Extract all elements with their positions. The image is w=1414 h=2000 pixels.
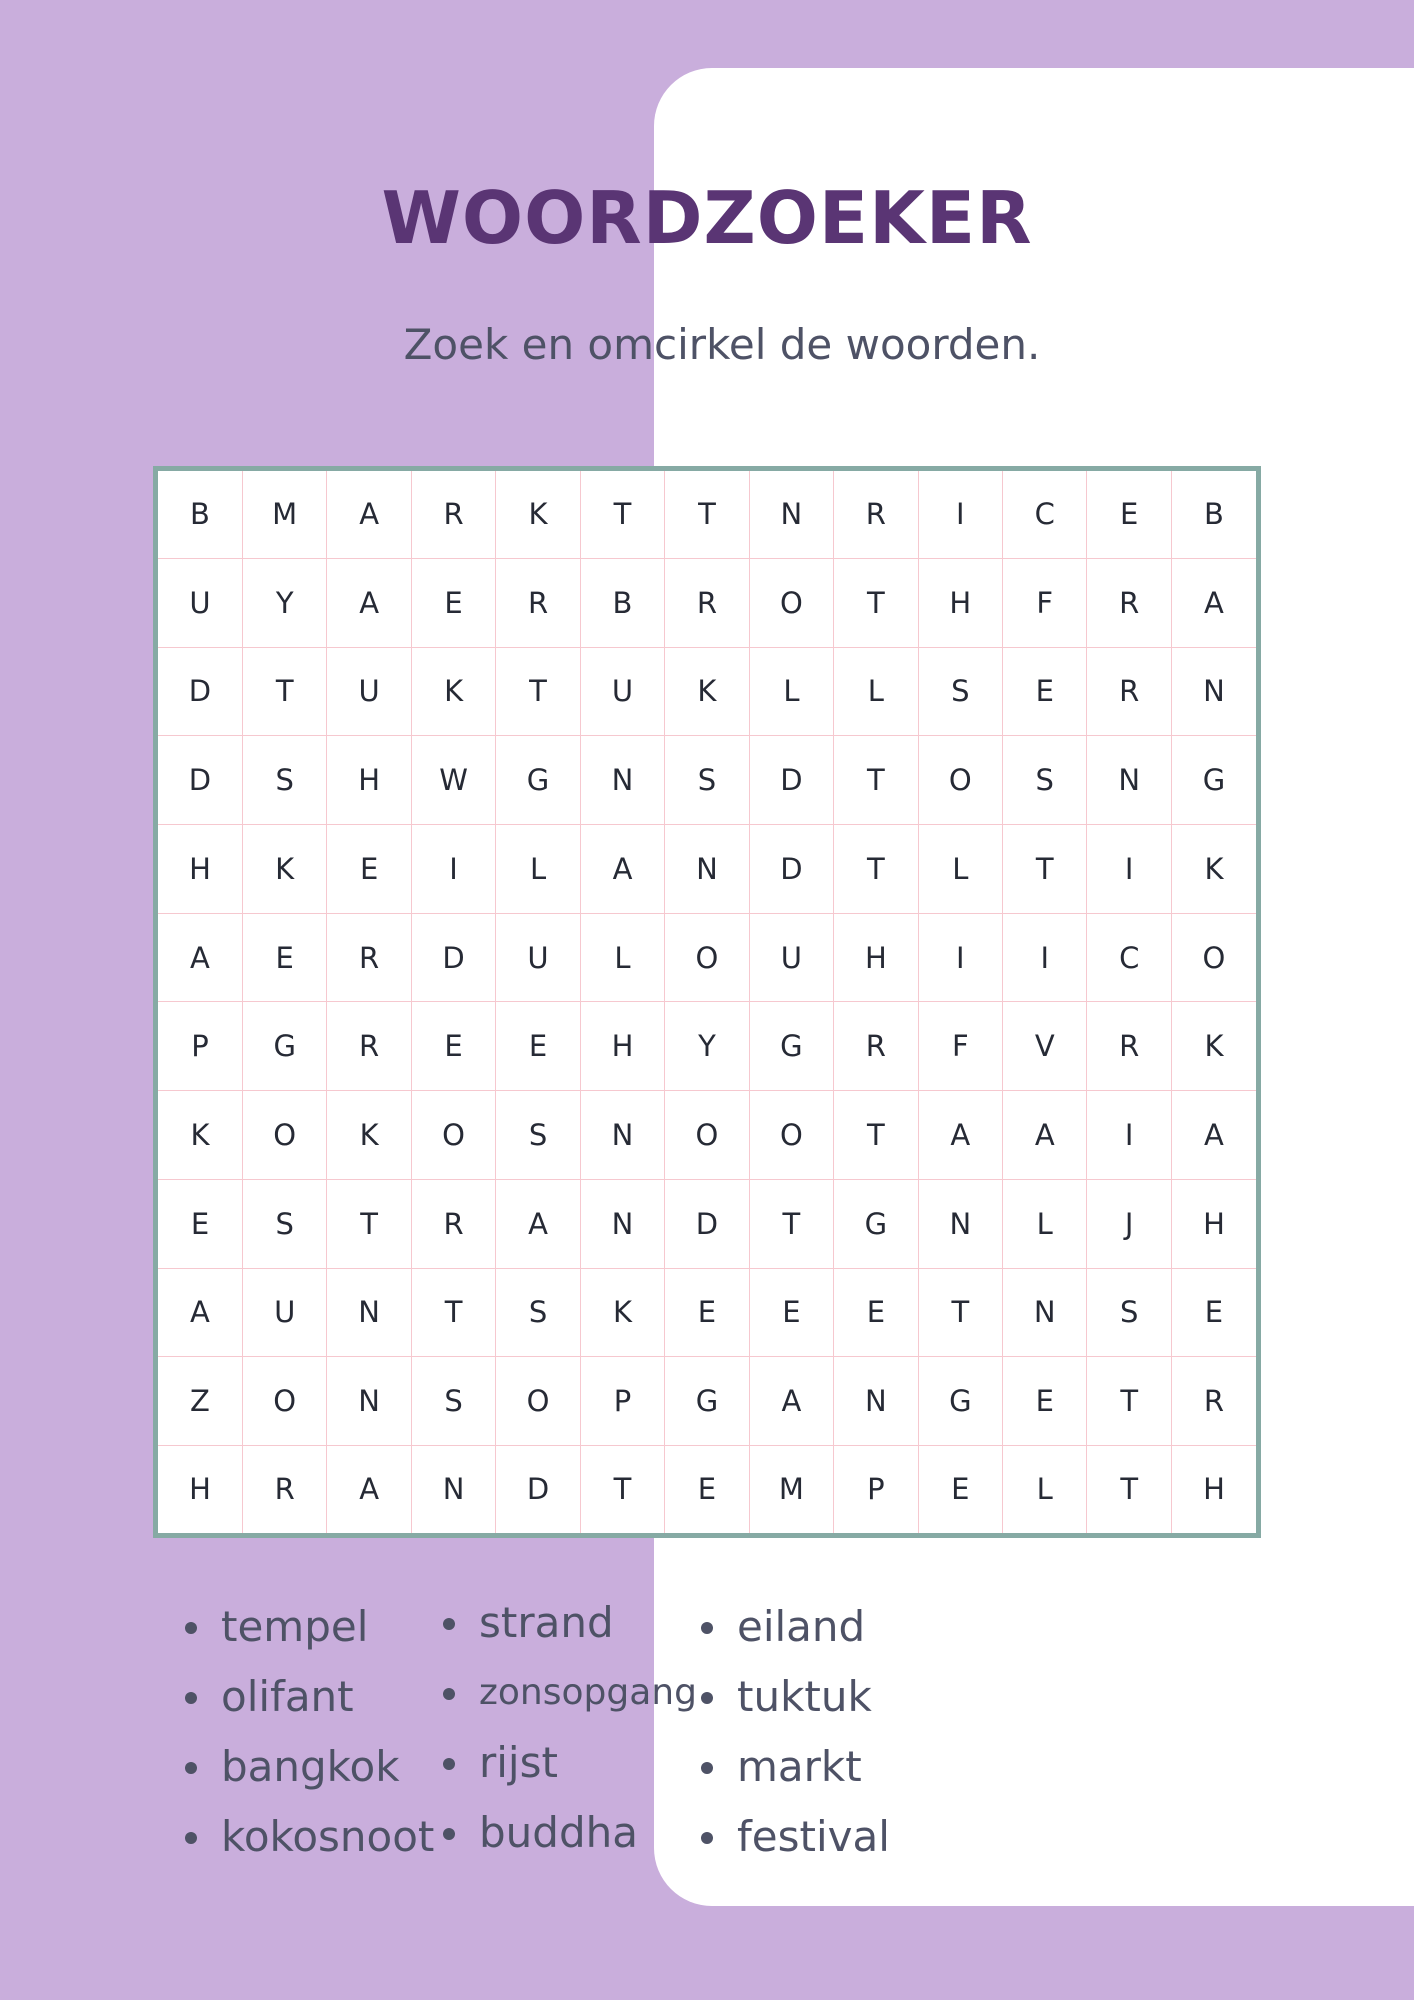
grid-cell[interactable]: U	[242, 1268, 326, 1357]
grid-cell[interactable]: R	[1087, 1002, 1171, 1091]
grid-cell[interactable]: I	[1003, 913, 1087, 1002]
grid-row	[158, 1179, 1256, 1268]
grid-cell[interactable]: T	[242, 647, 326, 736]
grid-cell[interactable]: I	[411, 825, 495, 914]
grid-cell[interactable]: Z	[158, 1357, 242, 1446]
grid-cell[interactable]: A	[158, 1268, 242, 1357]
grid-cell[interactable]: R	[327, 913, 411, 1002]
grid-cell[interactable]: M	[749, 1445, 833, 1533]
grid-cell[interactable]: B	[580, 558, 664, 647]
grid-row	[158, 1091, 1256, 1180]
grid-cell[interactable]: M	[242, 471, 326, 558]
word-list-item: buddha	[439, 1798, 697, 1868]
word-list-column-2	[439, 1588, 697, 1868]
grid-cell[interactable]: U	[158, 558, 242, 647]
grid-cell[interactable]: E	[918, 1445, 1002, 1533]
grid-cell[interactable]: E	[411, 1002, 495, 1091]
grid-cell[interactable]: T	[834, 825, 918, 914]
grid-cell[interactable]: U	[749, 913, 833, 1002]
grid-cell[interactable]: E	[749, 1268, 833, 1357]
grid-cell[interactable]: F	[1003, 558, 1087, 647]
grid-cell[interactable]: O	[496, 1357, 580, 1446]
grid-cell[interactable]: S	[1003, 736, 1087, 825]
grid-cell[interactable]: S	[918, 647, 1002, 736]
word-list-item: markt	[697, 1732, 890, 1802]
grid-cell[interactable]: O	[1171, 913, 1256, 1002]
grid-cell[interactable]: N	[327, 1268, 411, 1357]
grid-cell[interactable]: L	[580, 913, 664, 1002]
grid-cell[interactable]: R	[1087, 647, 1171, 736]
grid-cell[interactable]: E	[1003, 647, 1087, 736]
grid-cell[interactable]: L	[496, 825, 580, 914]
grid-cell[interactable]: T	[665, 471, 749, 558]
grid-cell[interactable]: H	[918, 558, 1002, 647]
grid-cell[interactable]: R	[665, 558, 749, 647]
grid-cell[interactable]: U	[580, 647, 664, 736]
word-list-item: bangkok	[181, 1732, 434, 1802]
grid-cell[interactable]: A	[327, 558, 411, 647]
grid-cell[interactable]: R	[1171, 1357, 1256, 1446]
grid-cell[interactable]: O	[749, 558, 833, 647]
grid-cell[interactable]: G	[1171, 736, 1256, 825]
grid-cell[interactable]: D	[158, 736, 242, 825]
grid-cell[interactable]: S	[411, 1357, 495, 1446]
grid-cell[interactable]: O	[242, 1091, 326, 1180]
grid-cell[interactable]: C	[1087, 913, 1171, 1002]
grid-cell[interactable]: K	[665, 647, 749, 736]
grid-cell[interactable]: A	[1171, 558, 1256, 647]
grid-cell[interactable]: H	[834, 913, 918, 1002]
grid-cell[interactable]: G	[665, 1357, 749, 1446]
grid-cell[interactable]: T	[1087, 1357, 1171, 1446]
word-list-item: eiland	[697, 1592, 890, 1662]
grid-cell[interactable]: S	[242, 736, 326, 825]
word-list-item: rijst	[439, 1728, 697, 1798]
grid-row	[158, 825, 1256, 914]
word-list-column-1	[181, 1592, 434, 1872]
grid-cell[interactable]: O	[242, 1357, 326, 1446]
grid-cell[interactable]: O	[665, 913, 749, 1002]
grid-cell[interactable]: K	[496, 471, 580, 558]
grid-cell[interactable]: N	[1087, 736, 1171, 825]
grid-cell[interactable]: K	[242, 825, 326, 914]
instructions-subtitle: Zoek en omcirkel de woorden.	[403, 320, 1041, 369]
grid-cell[interactable]: L	[918, 825, 1002, 914]
grid-cell[interactable]: D	[411, 913, 495, 1002]
grid-cell[interactable]: D	[749, 736, 833, 825]
grid-cell[interactable]: G	[749, 1002, 833, 1091]
grid-cell[interactable]: O	[918, 736, 1002, 825]
grid-cell[interactable]: I	[1087, 825, 1171, 914]
grid-cell[interactable]: T	[1003, 825, 1087, 914]
grid-cell[interactable]: N	[580, 736, 664, 825]
grid-row	[158, 913, 1256, 1002]
grid-row	[158, 471, 1256, 558]
grid-cell[interactable]: H	[158, 1445, 242, 1533]
grid-cell[interactable]: H	[158, 825, 242, 914]
grid-cell[interactable]: L	[1003, 1445, 1087, 1533]
grid-cell[interactable]: S	[665, 736, 749, 825]
grid-cell[interactable]: T	[749, 1179, 833, 1268]
word-list-item: tempel	[181, 1592, 434, 1662]
grid-cell[interactable]: L	[1003, 1179, 1087, 1268]
grid-cell[interactable]: C	[1003, 471, 1087, 558]
grid-cell[interactable]: T	[918, 1268, 1002, 1357]
grid-cell[interactable]: A	[1003, 1091, 1087, 1180]
word-list-item: kokosnoot	[181, 1802, 434, 1872]
grid-cell[interactable]: K	[158, 1091, 242, 1180]
grid-row	[158, 1445, 1256, 1533]
grid-cell[interactable]: A	[749, 1357, 833, 1446]
grid-cell[interactable]: E	[665, 1445, 749, 1533]
grid-cell[interactable]: R	[834, 1002, 918, 1091]
grid-cell[interactable]: E	[834, 1268, 918, 1357]
grid-cell[interactable]: D	[496, 1445, 580, 1533]
grid-cell[interactable]: K	[327, 1091, 411, 1180]
grid-cell[interactable]: H	[327, 736, 411, 825]
grid-cell[interactable]: B	[1171, 471, 1256, 558]
grid-cell[interactable]: T	[580, 471, 664, 558]
grid-cell[interactable]: H	[580, 1002, 664, 1091]
grid-cell[interactable]: E	[1087, 471, 1171, 558]
grid-cell[interactable]: G	[834, 1179, 918, 1268]
grid-cell[interactable]: E	[158, 1179, 242, 1268]
grid-cell[interactable]: I	[918, 471, 1002, 558]
grid-cell[interactable]: P	[158, 1002, 242, 1091]
grid-row	[158, 1268, 1256, 1357]
grid-cell[interactable]: S	[496, 1091, 580, 1180]
grid-cell[interactable]: Y	[242, 558, 326, 647]
grid-cell[interactable]: H	[1171, 1445, 1256, 1533]
grid-cell[interactable]: N	[1003, 1268, 1087, 1357]
grid-row	[158, 558, 1256, 647]
word-list-item: olifant	[181, 1662, 434, 1732]
grid-cell[interactable]: R	[327, 1002, 411, 1091]
grid-cell[interactable]: B	[158, 471, 242, 558]
letter-table	[158, 471, 1256, 1533]
grid-cell[interactable]: R	[1087, 558, 1171, 647]
grid-cell[interactable]: O	[411, 1091, 495, 1180]
grid-cell[interactable]: E	[496, 1002, 580, 1091]
grid-cell[interactable]: Y	[665, 1002, 749, 1091]
grid-cell[interactable]: U	[327, 647, 411, 736]
grid-cell[interactable]: K	[580, 1268, 664, 1357]
grid-cell[interactable]: S	[1087, 1268, 1171, 1357]
grid-row	[158, 1002, 1256, 1091]
grid-cell[interactable]: E	[327, 825, 411, 914]
grid-cell[interactable]: L	[749, 647, 833, 736]
word-search-grid	[153, 466, 1261, 1538]
grid-cell[interactable]: T	[1087, 1445, 1171, 1533]
grid-cell[interactable]: J	[1087, 1179, 1171, 1268]
grid-cell[interactable]: A	[580, 825, 664, 914]
grid-cell[interactable]: R	[834, 471, 918, 558]
grid-cell[interactable]: N	[749, 471, 833, 558]
grid-cell[interactable]: W	[411, 736, 495, 825]
grid-row	[158, 736, 1256, 825]
grid-cell[interactable]: K	[411, 647, 495, 736]
grid-cell[interactable]: D	[158, 647, 242, 736]
grid-cell[interactable]: T	[411, 1268, 495, 1357]
grid-cell[interactable]: T	[834, 558, 918, 647]
grid-cell[interactable]: N	[918, 1179, 1002, 1268]
grid-row	[158, 1357, 1256, 1446]
grid-cell[interactable]: O	[665, 1091, 749, 1180]
grid-cell[interactable]: A	[918, 1091, 1002, 1180]
grid-cell[interactable]: D	[749, 825, 833, 914]
grid-cell[interactable]: R	[411, 1179, 495, 1268]
grid-cell[interactable]: N	[834, 1357, 918, 1446]
grid-cell[interactable]: E	[665, 1268, 749, 1357]
grid-cell[interactable]: H	[1171, 1179, 1256, 1268]
grid-cell[interactable]: V	[1003, 1002, 1087, 1091]
grid-cell[interactable]: P	[580, 1357, 664, 1446]
grid-cell[interactable]: K	[1171, 1002, 1256, 1091]
grid-cell[interactable]: K	[1171, 825, 1256, 914]
grid-row	[158, 647, 1256, 736]
grid-cell[interactable]: S	[496, 1268, 580, 1357]
grid-cell[interactable]: G	[496, 736, 580, 825]
grid-cell[interactable]: R	[411, 471, 495, 558]
word-list-item: zonsopgang	[439, 1658, 697, 1728]
grid-cell[interactable]: R	[496, 558, 580, 647]
grid-cell[interactable]: T	[834, 736, 918, 825]
grid-cell[interactable]: E	[1003, 1357, 1087, 1446]
grid-cell[interactable]: N	[665, 825, 749, 914]
grid-cell[interactable]: R	[242, 1445, 326, 1533]
grid-cell[interactable]: E	[1171, 1268, 1256, 1357]
grid-cell[interactable]: U	[496, 913, 580, 1002]
grid-cell[interactable]: G	[918, 1357, 1002, 1446]
grid-cell[interactable]: F	[918, 1002, 1002, 1091]
grid-cell[interactable]: P	[834, 1445, 918, 1533]
grid-cell[interactable]: G	[242, 1002, 326, 1091]
grid-cell[interactable]: A	[327, 471, 411, 558]
word-list-item: strand	[439, 1588, 697, 1658]
page-title: WOORDZOEKER	[381, 176, 1033, 260]
grid-cell[interactable]: A	[496, 1179, 580, 1268]
grid-cell[interactable]: S	[242, 1179, 326, 1268]
grid-cell[interactable]: N	[1171, 647, 1256, 736]
grid-cell[interactable]: L	[834, 647, 918, 736]
grid-cell[interactable]: N	[580, 1179, 664, 1268]
grid-cell[interactable]: O	[749, 1091, 833, 1180]
grid-cell[interactable]: E	[411, 558, 495, 647]
word-list-item: tuktuk	[697, 1662, 890, 1732]
grid-cell[interactable]: I	[918, 913, 1002, 1002]
grid-cell[interactable]: N	[327, 1357, 411, 1446]
grid-cell[interactable]: N	[580, 1091, 664, 1180]
grid-cell[interactable]: E	[242, 913, 326, 1002]
grid-cell[interactable]: N	[411, 1445, 495, 1533]
word-list-item: festival	[697, 1802, 890, 1872]
grid-cell[interactable]: T	[496, 647, 580, 736]
grid-cell[interactable]: A	[1171, 1091, 1256, 1180]
grid-cell[interactable]: A	[158, 913, 242, 1002]
grid-cell[interactable]: I	[1087, 1091, 1171, 1180]
grid-cell[interactable]: T	[834, 1091, 918, 1180]
grid-cell[interactable]: D	[665, 1179, 749, 1268]
grid-cell[interactable]: T	[327, 1179, 411, 1268]
word-list-column-3	[697, 1592, 890, 1872]
grid-cell[interactable]: A	[327, 1445, 411, 1533]
grid-cell[interactable]: T	[580, 1445, 664, 1533]
